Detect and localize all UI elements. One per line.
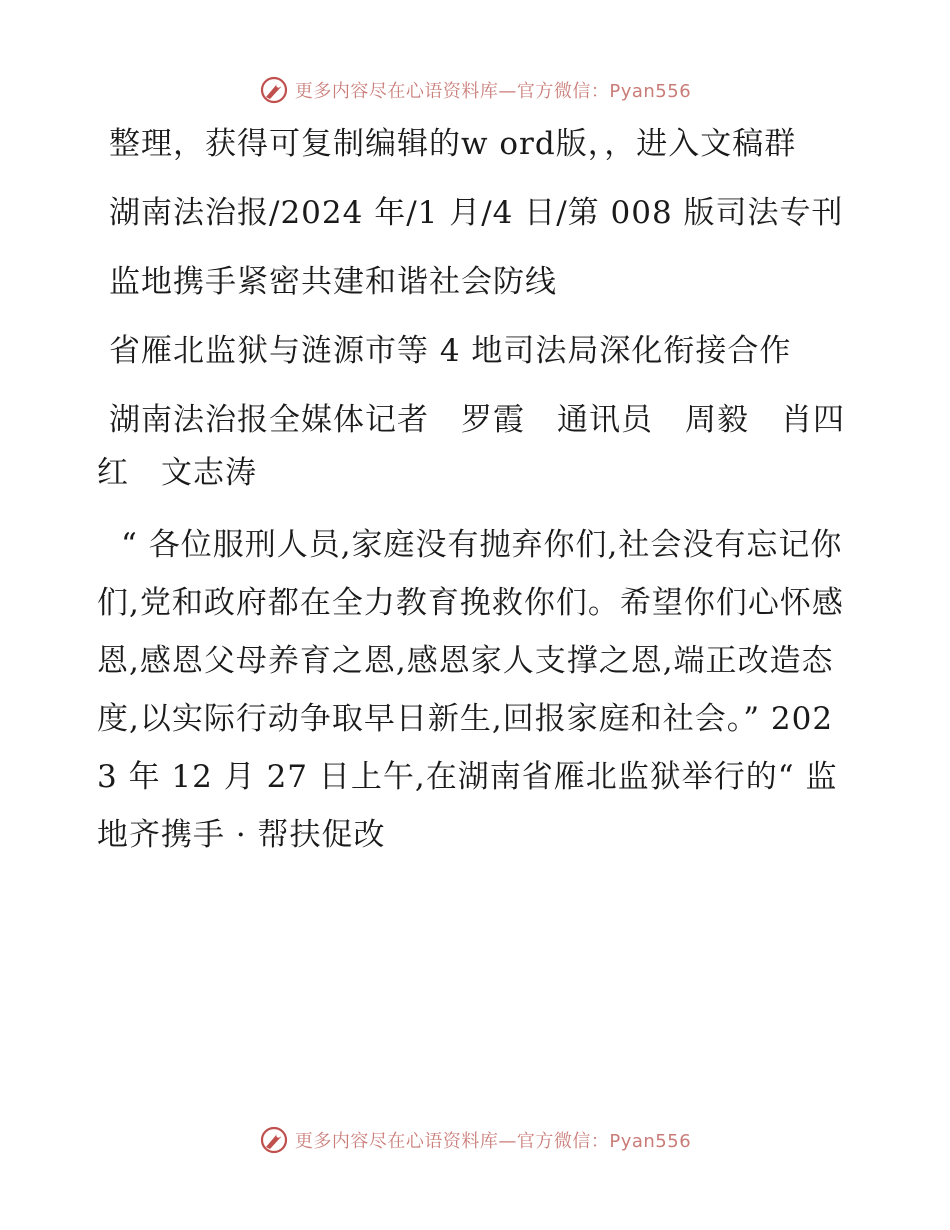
note-paragraph: 整理，获得可复制编辑的w ord版，，进入文稿群 bbox=[109, 126, 797, 162]
document-body bbox=[97, 118, 845, 864]
article-title: 监地携手紧密共建和谐社会防线 bbox=[109, 264, 557, 300]
article-subtitle: 省雁北监狱与涟源市等 4 地司法局深化衔接合作 bbox=[109, 333, 792, 369]
source-line: 湖南法治报/2024 年/1 月/4 日/第 008 版司法专刊 bbox=[109, 195, 844, 231]
pen-nib-logo-icon bbox=[259, 1125, 289, 1155]
watermark-text: 更多内容尽在心语资料库—官方微信：Pyan556 bbox=[294, 81, 692, 102]
footer-watermark bbox=[0, 1120, 950, 1160]
watermark-text: 更多内容尽在心语资料库—官方微信：Pyan556 bbox=[294, 1131, 692, 1152]
body-paragraph: “ 各位服刑人员,家庭没有抛弃你们,社会没有忘记你们,党和政府都在全力教育挽救你们。希望你们心怀感恩,感恩父母养育之恩,感恩家人支撑之恩,端正改造态度,以实际行动争取早日新生,回报家庭和社会。” 2023 年 12 月 27 日上午,在湖南省雁北监狱举行的“ 监地齐携手 · 帮扶促改 bbox=[97, 527, 844, 853]
pen-nib-logo-icon bbox=[259, 75, 289, 105]
header-watermark bbox=[0, 70, 950, 110]
byline: 湖南法治报全媒体记者 罗霞 通讯员 周毅 肖四红 文志涛 bbox=[97, 402, 845, 491]
